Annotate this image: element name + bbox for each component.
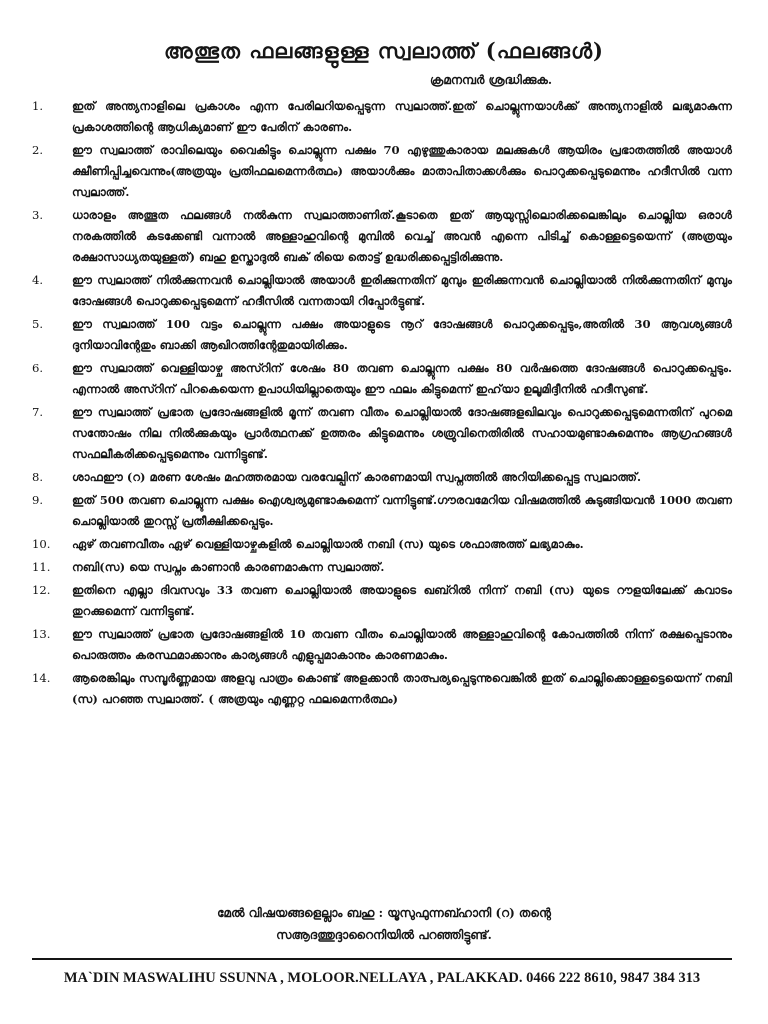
list-item bbox=[32, 490, 732, 532]
footer-divider bbox=[32, 958, 732, 960]
item-number: 9. bbox=[32, 493, 44, 507]
item-text: ഈ സ്വലാത്ത് പ്രഭാത പ്രദോഷങ്ങളിൽ മൂന്ന് തവണ വീതം ചൊല്ലിയാൽ ദോഷങ്ങളഖിലവും പൊറുക്കപ്പെടുമെന്നതിന് പുറമെ സന്തോഷം നില നിൽക്കുകയും പ്രാർത്ഥനക്ക് ഉത്തരം കിട്ടുമെന്നും ശത്രുവിനെതിരിൽ സഹായമുണ്ടാകുമെന്നും ആഗ്രഹങ്ങൾ സഫലീകരിക്കപ്പെടുമെന്നും വന്നിട്ടുണ്ട്. bbox=[72, 405, 732, 461]
closing-note bbox=[0, 902, 768, 946]
item-number: 11. bbox=[32, 560, 51, 574]
item-text: നബി(സ) യെ സ്വപ്നം കാണാൻ കാരണമാകുന്ന സ്വലാത്ത്. bbox=[72, 560, 385, 574]
list-item bbox=[32, 358, 732, 400]
item-text: ഇത് 500 തവണ ചൊല്ലുന്ന പക്ഷം ഐശ്വര്യമുണ്ടാകുമെന്ന് വന്നിട്ടുണ്ട്.ഗൗരവമേറിയ വിഷമത്തിൽ കുടുങ്ങിയവൻ 1000 തവണ ചൊല്ലിയാൽ തുറസ്സ് പ്രതീക്ഷിക്കപ്പെടും. bbox=[72, 493, 732, 528]
item-number: 14. bbox=[32, 671, 51, 685]
item-number: 1. bbox=[32, 99, 44, 113]
list-item bbox=[32, 624, 732, 666]
item-text: ഈ സ്വലാത്ത് നിൽക്കുന്നവൻ ചൊല്ലിയാൽ അയാൾ ഇരിക്കുന്നതിന് മുമ്പും ഇരിക്കുന്നവൻ ചൊല്ലിയാൽ നിൽക്കുന്നതിന് മുമ്പും ദോഷങ്ങൾ പൊറുക്കപ്പെടുമെന്ന് ഹദീസിൽ വന്നതായി റിപ്പോർട്ടുണ്ട്. bbox=[72, 273, 732, 308]
closing-line-1: മേൽ വിഷയങ്ങളെല്ലാം ബഹു : യൂസുഫുന്നബ്ഹാനി (റ) തന്റെ bbox=[217, 906, 551, 920]
item-text: ഇത് അന്ത്യനാളിലെ പ്രകാശം എന്ന പേരിലറിയപ്പെടുന്ന സ്വലാത്ത്.ഇത് ചൊല്ലുന്നയാൾക്ക് അന്ത്യനാളിൽ ലഭ്യമാകുന്ന പ്രകാശത്തിന്റെ ആധിക്യമാണ് ഈ പേരിന് കാരണം. bbox=[72, 99, 732, 134]
item-number: 4. bbox=[32, 273, 44, 287]
benefits-list bbox=[32, 96, 732, 712]
list-item bbox=[32, 534, 732, 555]
item-text: ഈ സ്വലാത്ത് രാവിലെയും വൈകിട്ടും ചൊല്ലുന്ന പക്ഷം 70 എഴുത്തുകാരായ മലക്കുകൾ ആയിരം പ്രഭാതത്തിൽ അയാൾ ക്ഷീണിപ്പിച്ചവെന്നും(അത്രയും പ്രതിഫലമെന്നർത്ഥം) അയാൾക്കും മാതാപിതാക്കൾക്കും പൊറുക്കപ്പെടുമെന്നും ഹദീസിൽ വന്ന സ്വലാത്ത്. bbox=[72, 143, 732, 199]
item-number: 13. bbox=[32, 627, 51, 641]
item-text: ധാരാളം അത്ഭുത ഫലങ്ങൾ നൽകുന്ന സ്വലാത്താണിത്.കൂടാതെ ഇത് ആയുസ്സിലൊരിക്കലെങ്കിലും ചൊല്ലിയ ഒരാൾ നരകത്തിൽ കടക്കേണ്ടി വന്നാൽ അള്ളാഹുവിന്റെ മുമ്പിൽ വെച്ച് അവൻ എന്നെ പിടിച്ച് കൊള്ളട്ടെയെന്ന് (അത്രയും രക്ഷാസാധ്യതയുള്ളത്) ബഹു ഉസ്താദുൽ ബക് രിയെ തൊട്ട് ഉദ്ധരിക്കപ്പെട്ടിരിക്കുന്നു. bbox=[72, 208, 732, 264]
item-text: ഈ സ്വലാത്ത് പ്രഭാത പ്രദോഷങ്ങളിൽ 10 തവണ വീതം ചൊല്ലിയാൽ അള്ളാഹുവിന്റെ കോപത്തിൽ നിന്ന് രക്ഷപ്പെടാനും പൊരുത്തം കരസ്ഥമാക്കാനും കാര്യങ്ങൾ എളുപ്പമാകാനും കാരണമാകും. bbox=[72, 627, 732, 662]
footer-address: MA`DIN MASWALIHU SSUNNA , MOLOOR.NELLAYA , PALAKKAD. 0466 222 8610, 9847 384 313 bbox=[63, 970, 701, 986]
item-text: ഈ സ്വലാത്ത് 100 വട്ടം ചൊല്ലുന്ന പക്ഷം അയാളുടെ നൂറ് ദോഷങ്ങൾ പൊറുക്കപ്പെടും,അതിൽ 30 ആവശ്യങ്ങൾ ദുനിയാവിന്റേതും ബാക്കി ആഖിറത്തിന്റേതുമായിരിക്കും. bbox=[72, 317, 732, 352]
list-item bbox=[32, 557, 732, 578]
list-item bbox=[32, 314, 732, 356]
item-number: 8. bbox=[32, 470, 44, 484]
item-number: 10. bbox=[32, 537, 51, 551]
list-item bbox=[32, 668, 732, 710]
list-item bbox=[32, 205, 732, 268]
list-item bbox=[32, 467, 732, 488]
list-item bbox=[32, 402, 732, 465]
item-number: 5. bbox=[32, 317, 44, 331]
item-text: ഈ സ്വലാത്ത് വെള്ളിയാഴ്ച അസ്റിന് ശേഷം 80 തവണ ചൊല്ലുന്ന പക്ഷം 80 വർഷത്തെ ദോഷങ്ങൾ പൊറുക്കപ്പെടും. എന്നാൽ അസ്റിന് പിറകെയെന്ന ഉപാധിയില്ലാതെയും ഈ ഫലം കിട്ടുമെന്ന് ഇഹ്‌യാ ഉലൂമിദ്ദീനിൽ ഹദീസുണ്ട്. bbox=[72, 361, 732, 396]
list-item bbox=[32, 270, 732, 312]
item-number: 7. bbox=[32, 405, 44, 419]
list-item bbox=[32, 580, 732, 622]
item-text: ആരെങ്കിലും സമ്പൂർണ്ണമായ അളവു പാത്രം കൊണ്ട് അളക്കാൻ താത്പര്യപ്പെടുന്നുവെങ്കിൽ ഇത് ചൊല്ലിക്കൊള്ളട്ടെയെന്ന് നബി (സ) പറഞ്ഞ സ്വലാത്ത്. ( അത്രയും എണ്ണറ്റ ഫലമെന്നർത്ഥം) bbox=[72, 671, 732, 706]
item-number: 3. bbox=[32, 208, 44, 222]
item-text: ഏഴ് തവണവീതം ഏഴ് വെള്ളിയാഴ്ചകളിൽ ചൊല്ലിയാൽ നബി (സ) യുടെ ശഫാഅത്ത് ലഭ്യമാകും. bbox=[72, 537, 584, 551]
list-item bbox=[32, 140, 732, 203]
list-item bbox=[32, 96, 732, 138]
item-text: ശാഫഈ (റ) മരണ ശേഷം മഹത്തരമായ വരവേല്പിന് കാരണമായി സ്വപ്നത്തിൽ അറിയിക്കപ്പെട്ട സ്വലാത്ത്. bbox=[72, 470, 642, 484]
item-text: ഇതിനെ എല്ലാ ദിവസവും 33 തവണ ചൊല്ലിയാൽ അയാളുടെ ഖബ്റിൽ നിന്ന് നബി (സ) യുടെ റൗളയിലേക്ക് കവാടം തുറക്കുമെന്ന് വന്നിട്ടുണ്ട്. bbox=[72, 583, 732, 618]
item-number: 12. bbox=[32, 583, 51, 597]
page-subtitle: ക്രമനമ്പർ ശ്രദ്ധിക്കുക. bbox=[430, 73, 553, 87]
item-number: 2. bbox=[32, 143, 44, 157]
page-title: അത്ഭുത ഫലങ്ങളുള്ള സ്വലാത്ത് (ഫലങ്ങൾ) bbox=[164, 38, 604, 63]
closing-line-2: സആദത്തുദ്ദാറൈനിയിൽ പറഞ്ഞിട്ടുണ്ട്. bbox=[276, 928, 492, 942]
item-number: 6. bbox=[32, 361, 44, 375]
